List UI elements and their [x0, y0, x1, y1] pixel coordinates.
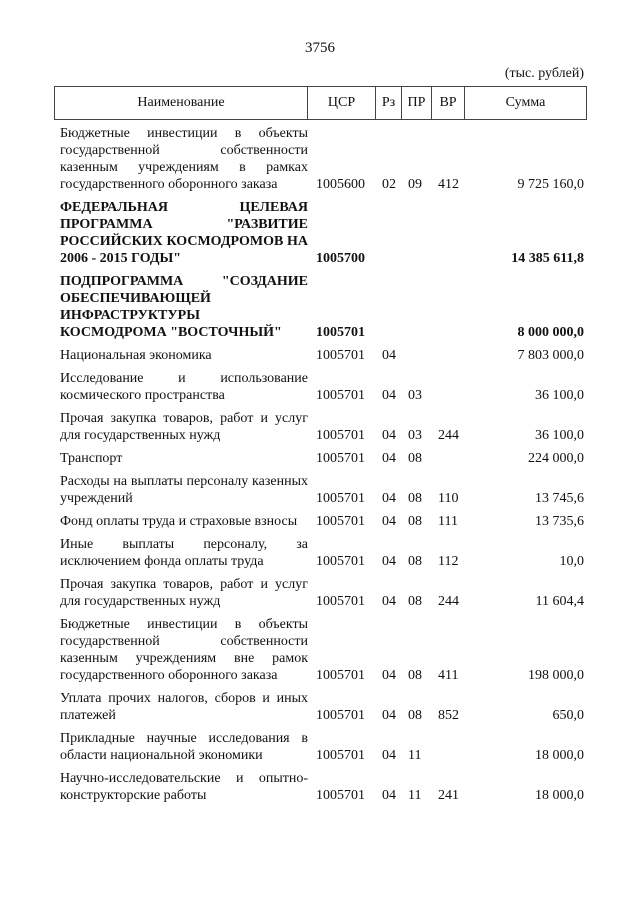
table-row: [60, 730, 584, 764]
row-vr: 412: [438, 177, 459, 192]
row-vr: 411: [438, 668, 459, 683]
page-number: 3756: [305, 40, 335, 56]
row-rz: 04: [382, 491, 396, 506]
table-row: [60, 536, 584, 570]
table-row: [60, 199, 584, 267]
row-csr: 1005700: [316, 251, 365, 266]
row-name: Научно-исследовательские и опытно-конструкторские работы: [60, 771, 308, 803]
row-csr: 1005701: [316, 668, 365, 683]
row-csr: 1005701: [316, 708, 365, 723]
row-sum: 8 000 000,0: [517, 325, 584, 340]
table-row: [60, 513, 584, 530]
row-sum: 10,0: [559, 554, 584, 569]
row-name: Бюджетные инвестиции в объекты государственной собственности казенным учреждениям в рамках государственного оборонного заказа: [60, 126, 308, 192]
row-vr: 244: [438, 594, 459, 609]
row-vr: 112: [438, 554, 459, 569]
table-row: [60, 273, 584, 341]
row-sum: 14 385 611,8: [511, 251, 584, 266]
row-sum: 36 100,0: [535, 388, 584, 403]
row-csr: 1005701: [316, 325, 365, 340]
row-sum: 224 000,0: [528, 451, 584, 466]
row-sum: 650,0: [552, 708, 584, 723]
row-name: Национальная экономика: [60, 348, 212, 363]
row-sum: 13 735,6: [535, 514, 584, 529]
table-row: [60, 370, 584, 404]
table-row: [60, 410, 584, 444]
row-pr: 03: [408, 428, 422, 443]
row-rz: 04: [382, 514, 396, 529]
row-name: ПОДПРОГРАММА "СОЗДАНИЕ ОБЕСПЕЧИВАЮЩЕЙ ИНФРАСТРУКТУРЫ КОСМОДРОМА "ВОСТОЧНЫЙ": [60, 274, 308, 340]
row-name: Расходы на выплаты персоналу казенных учреждений: [60, 474, 308, 506]
row-name: ФЕДЕРАЛЬНАЯ ЦЕЛЕВАЯ ПРОГРАММА "РАЗВИТИЕ РОССИЙСКИХ КОСМОДРОМОВ НА 2006 - 2015 ГОДЫ": [60, 200, 308, 266]
header-sum: Сумма: [505, 95, 546, 110]
row-name: Исследование и использование космического пространства: [60, 371, 308, 403]
table-row: [60, 690, 584, 724]
row-name: Уплата прочих налогов, сборов и иных платежей: [60, 691, 308, 723]
row-sum: 36 100,0: [535, 428, 584, 443]
row-csr: 1005701: [316, 554, 365, 569]
row-pr: 08: [408, 514, 422, 529]
row-csr: 1005701: [316, 514, 365, 529]
row-csr: 1005701: [316, 451, 365, 466]
row-pr: 08: [408, 554, 422, 569]
row-name: Иные выплаты персоналу, за исключением фонда оплаты труда: [60, 537, 308, 569]
row-rz: 04: [382, 428, 396, 443]
row-name: Фонд оплаты труда и страховые взносы: [60, 514, 298, 529]
header-vr: ВР: [432, 87, 465, 119]
row-rz: 04: [382, 748, 396, 763]
row-sum: 18 000,0: [535, 788, 584, 803]
row-csr: 1005701: [316, 491, 365, 506]
row-vr: 244: [438, 428, 459, 443]
table-header: [54, 86, 587, 120]
row-vr: 241: [438, 788, 459, 803]
row-rz: 04: [382, 788, 396, 803]
row-csr: 1005701: [316, 748, 365, 763]
row-vr: 852: [438, 708, 459, 723]
table-row: [60, 347, 584, 364]
row-sum: 11 604,4: [535, 594, 584, 609]
row-pr: 11: [408, 788, 422, 803]
row-pr: 08: [408, 668, 422, 683]
row-vr: 110: [438, 491, 459, 506]
row-rz: 04: [382, 451, 396, 466]
table-row: [60, 616, 584, 684]
row-rz: 04: [382, 554, 396, 569]
row-pr: 08: [408, 594, 422, 609]
row-rz: 04: [382, 388, 396, 403]
row-sum: 7 803 000,0: [517, 348, 584, 363]
table-row: [60, 450, 584, 467]
row-name: Транспорт: [60, 451, 123, 466]
header-pr: ПР: [402, 87, 432, 119]
row-name: Прочая закупка товаров, работ и услуг для государственных нужд: [60, 411, 308, 443]
row-name: Прочая закупка товаров, работ и услуг для государственных нужд: [60, 577, 308, 609]
table-row: [60, 473, 584, 507]
table-row: [60, 576, 584, 610]
row-csr: 1005701: [316, 594, 365, 609]
table-row: [60, 770, 584, 804]
header-rz: Рз: [376, 87, 402, 119]
row-csr: 1005701: [316, 788, 365, 803]
row-pr: 11: [408, 748, 422, 763]
table-row: [60, 125, 584, 193]
row-pr: 03: [408, 388, 422, 403]
row-rz: 04: [382, 708, 396, 723]
header-csr: ЦСР: [308, 87, 376, 119]
row-vr: 111: [438, 514, 458, 529]
units-label: (тыс. рублей): [504, 66, 584, 81]
row-sum: 13 745,6: [535, 491, 584, 506]
row-pr: 08: [408, 491, 422, 506]
table-body: [60, 125, 584, 810]
row-pr: 08: [408, 451, 422, 466]
row-rz: 04: [382, 348, 396, 363]
row-name: Прикладные научные исследования в области национальной экономики: [60, 731, 308, 763]
row-csr: 1005701: [316, 428, 365, 443]
row-csr: 1005600: [316, 177, 365, 192]
row-sum: 198 000,0: [528, 668, 584, 683]
row-pr: 08: [408, 708, 422, 723]
row-csr: 1005701: [316, 348, 365, 363]
row-name: Бюджетные инвестиции в объекты государственной собственности казенным учреждениям вне рамок государственного оборонного заказа: [60, 617, 308, 683]
row-sum: 9 725 160,0: [517, 177, 584, 192]
row-rz: 04: [382, 594, 396, 609]
row-rz: 02: [382, 177, 396, 192]
header-name: Наименование: [55, 87, 308, 119]
row-pr: 09: [408, 177, 422, 192]
row-csr: 1005701: [316, 388, 365, 403]
row-rz: 04: [382, 668, 396, 683]
row-sum: 18 000,0: [535, 748, 584, 763]
